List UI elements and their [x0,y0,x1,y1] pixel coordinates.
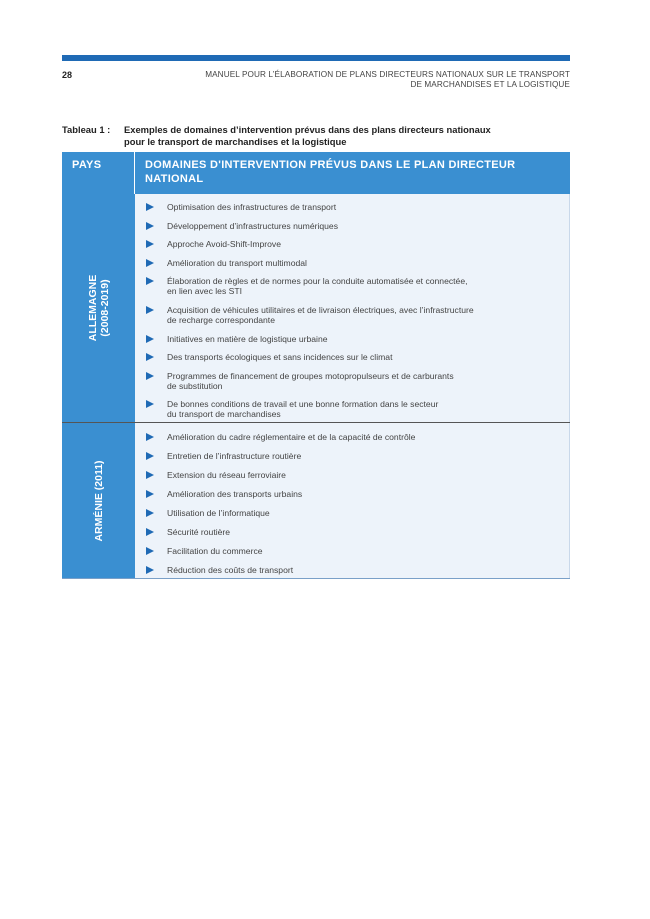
domain-item [135,334,569,344]
triangle-bullet-icon [146,203,154,211]
domain-item-text: Facilitation du commerce [167,546,263,557]
domain-item-text: Initiatives en matière de logistique urbaine [167,333,328,344]
domain-item [135,305,569,325]
domain-item [135,258,569,268]
domain-item-text: Entretien de l’infrastructure routière [167,451,302,462]
domain-item [135,202,569,212]
triangle-bullet-icon [146,400,154,408]
caption-line2: pour le transport de marchandises et la logistique [124,135,347,147]
domain-list [135,432,569,575]
country-period: (2008-2019) [98,279,111,337]
triangle-bullet-icon [146,353,154,361]
domain-item [135,371,569,391]
domain-item-text: Extension du réseau ferroviaire [167,470,286,481]
triangle-bullet-icon [146,490,154,498]
domain-item [135,546,569,556]
domain-item-text: Développement d’infrastructures numériques [167,220,339,231]
header-rule [62,55,570,61]
domain-item-text: Amélioration des transports urbains [167,489,303,500]
triangle-bullet-icon [146,528,154,536]
triangle-bullet-icon [146,259,154,267]
triangle-bullet-icon [146,240,154,248]
domains-cell [135,194,570,422]
country-label [93,460,105,541]
caption-line1: Exemples de domaines d’intervention prévus dans des plans directeurs nationaux [124,124,491,135]
domain-item [135,489,569,499]
header-domains: DOMAINES D'INTERVENTION PRÉVUS DANS LE PLAN DIRECTEUR NATIONAL [145,159,516,185]
running-title [170,70,570,90]
header-country: PAYS [62,152,135,194]
domain-item-text: en lien avec les STI [167,286,242,297]
domain-item [135,432,569,442]
table-caption [62,124,572,147]
domain-item [135,508,569,518]
table-header [62,152,570,194]
domain-item-text: du transport de marchandises [167,409,281,420]
caption-label: Tableau 1 : [62,124,111,135]
table-row [62,194,570,422]
country-cell [62,194,135,422]
domain-item-text: Sécurité routière [167,527,231,538]
domain-item [135,527,569,537]
triangle-bullet-icon [146,433,154,441]
triangle-bullet-icon [146,372,154,380]
domain-item-text: Utilisation de l’informatique [167,508,270,519]
country-label [87,275,111,342]
domain-list [135,202,569,419]
domain-item-text: De bonnes conditions de travail et une bonne formation dans le secteur [167,399,439,410]
triangle-bullet-icon [146,306,154,314]
domain-item [135,399,569,419]
running-title-line1: MANUEL POUR L’ÉLABORATION DE PLANS DIRECTEURS NATIONAUX SUR LE TRANSPORT [205,70,570,79]
domain-item [135,221,569,231]
domains-cell [135,423,570,578]
domain-item-text: Optimisation des infrastructures de transport [167,202,337,212]
country-name: ALLEMAGNE [86,274,99,342]
triangle-bullet-icon [146,452,154,460]
domain-item-text: Élaboration de règles et de normes pour la conduite automatisée et connectée, [167,276,468,287]
domain-item-text: de substitution [167,380,223,391]
country-cell [62,423,135,578]
domain-item-text: Réduction des coûts de transport [167,565,294,576]
domain-item-text: de recharge correspondante [167,314,275,325]
domain-item-text: Amélioration du transport multimodal [167,257,307,268]
domain-item [135,470,569,480]
domain-item [135,451,569,461]
triangle-bullet-icon [146,335,154,343]
domain-item [135,276,569,296]
domain-item [135,565,569,575]
domain-item [135,239,569,249]
running-title-line2: DE MARCHANDISES ET LA LOGISTIQUE [410,80,570,89]
triangle-bullet-icon [146,547,154,555]
table-body [62,194,570,578]
intervention-table [62,152,570,579]
country-name: ARMÉNIE (2011) [92,460,105,542]
domain-item-text: Amélioration du cadre réglementaire et de la capacité de contrôle [167,432,416,443]
triangle-bullet-icon [146,471,154,479]
triangle-bullet-icon [146,509,154,517]
domain-item-text: Acquisition de véhicules utilitaires et de livraison électriques, avec l’infrastructure [167,304,474,315]
domain-item [135,352,569,362]
domain-item-text: Des transports écologiques et sans incidences sur le climat [167,352,393,363]
domain-item-text: Programmes de financement de groupes motopropulseurs et de carburants [167,370,454,381]
triangle-bullet-icon [146,277,154,285]
page-number: 28 [62,70,73,80]
domain-item-text: Approche Avoid-Shift-Improve [167,239,282,250]
table-row [62,422,570,578]
triangle-bullet-icon [146,222,154,230]
triangle-bullet-icon [146,566,154,574]
